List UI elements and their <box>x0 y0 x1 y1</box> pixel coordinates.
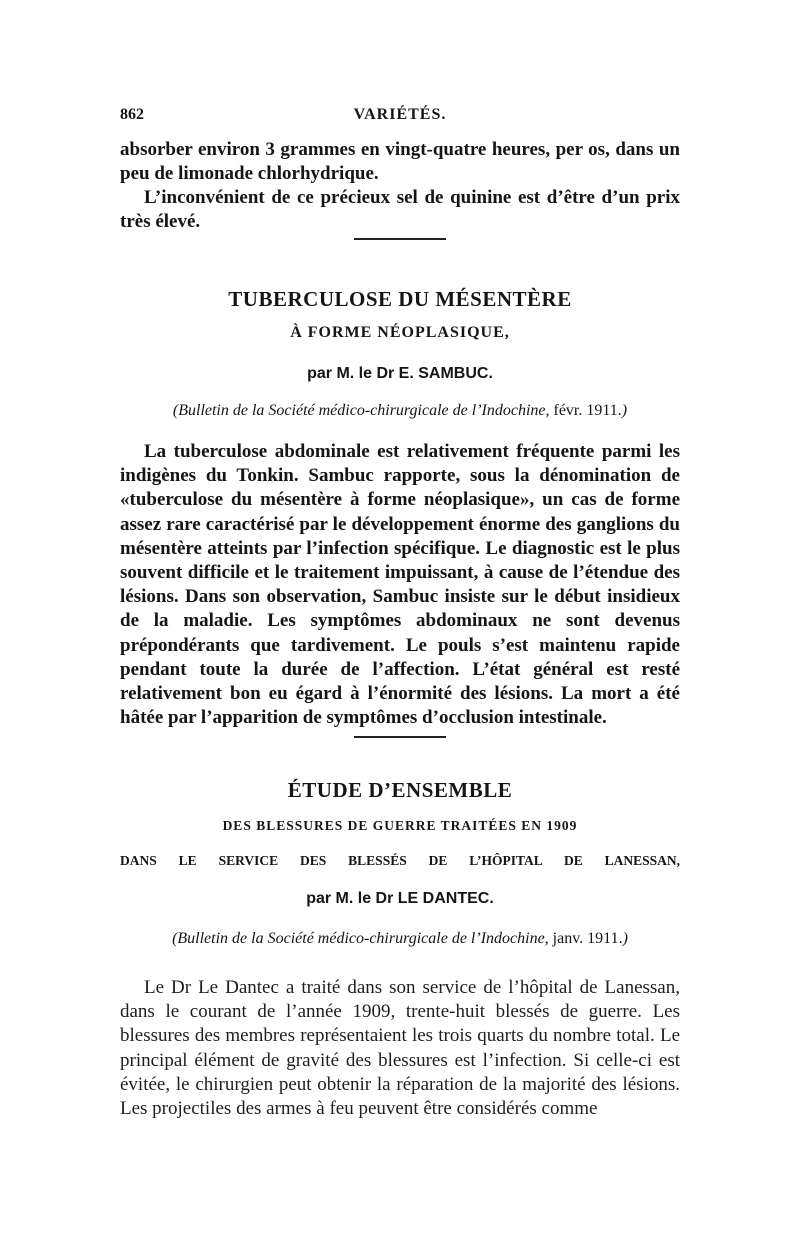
article1-source: (Bulletin de la Société médico-chirurgicale de l’Indochine, févr. 1911.) <box>172 402 628 419</box>
article2-title: ÉTUDE D’ENSEMBLE <box>287 778 513 802</box>
intro-paragraph: absorber environ 3 grammes en vingt-quatre heures, per os, dans un peu de limonade chlorhydrique. <box>120 139 680 185</box>
article2-source: (Bulletin de la Société médico-chirurgicale de l’Indochine, janv. 1911.) <box>172 930 628 947</box>
article1-title: TUBERCULOSE DU MÉSENTÈRE <box>228 287 572 311</box>
article2-source-journal: Bulletin de la Société médico-chirurgicale de l’Indochine, <box>177 930 549 947</box>
page-number: 862 <box>120 106 144 123</box>
section-divider <box>354 238 446 240</box>
intro-paragraph-2: L’inconvénient de ce précieux sel de quinine est d’être d’un prix très élevé. <box>120 187 680 233</box>
article2-subtitle-2: DANS LE SERVICE DES BLESSÉS DE L’HÔPITAL DE LANESSAN, <box>120 853 680 868</box>
page-header <box>120 106 680 128</box>
article2-author: par M. le Dr LE DANTEC. <box>306 890 494 907</box>
running-title: VARIÉTÉS. <box>353 106 447 123</box>
article1-source-date: févr. 1911. <box>553 402 622 419</box>
article1-author: par M. le Dr E. SAMBUC. <box>307 365 493 382</box>
article2-body: Le Dr Le Dantec a traité dans son service de l’hôpital de Lanessan, dans le courant de l’année 1909, trente-huit blessés de guerre. Les blessures des membres représentaient les trois quarts du nombre total. Le principal élément de gravité des blessures est l’infection. Si celle-ci est évitée, le chirurgien peut obtenir la réparation de la majorité des lésions. Les projectiles des armes à feu peuvent être considérés comme <box>120 977 680 1120</box>
article1-body: La tuberculose abdominale est relativement fréquente parmi les indigènes du Tonkin. Sambuc rapporte, sous la dénomination de «tuberculose du mésentère à forme néoplasique», un cas de forme assez rare caractérisé par le développement énorme des ganglions du mésentère atteints par l’infection spécifique. Le diagnostic est le plus souvent difficile et le traitement impuissant, à cause de l’étendue des lésions. Dans son observation, Sambuc insiste sur le début insidieux de la maladie. Les symptômes abdominaux ne sont devenus prépondérants que tardivement. Le pouls s’est maintenu rapide pendant toute la durée de l’affection. L’état général est resté relativement bon eu égard à l’énormité des lésions. La mort a été hâtée par l’apparition de symptômes d’occlusion intestinale. <box>120 441 680 729</box>
section-divider-2 <box>354 736 446 738</box>
article2-subtitle-1: DES BLESSURES DE GUERRE TRAITÉES EN 1909 <box>222 818 578 833</box>
article1-source-journal: Bulletin de la Société médico-chirurgicale de l’Indochine, <box>178 402 550 419</box>
article2-source-date: janv. 1911. <box>552 930 623 947</box>
article1-subtitle: À FORME NÉOPLASIQUE, <box>290 324 510 341</box>
